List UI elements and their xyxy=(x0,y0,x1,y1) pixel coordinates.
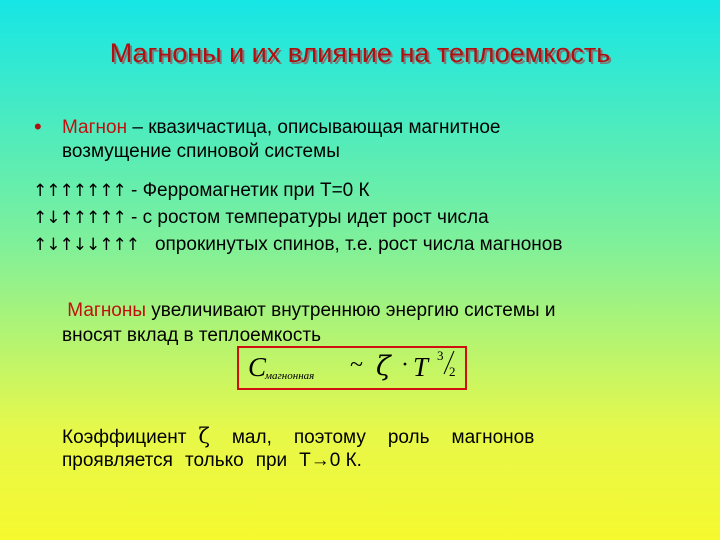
paragraph-magnons-line-2: вносят вклад в теплоемкость xyxy=(62,325,321,346)
spin-arrows: ↑↓↑↓↓↑↑↑ xyxy=(33,235,139,255)
word: магнонов xyxy=(451,427,535,448)
term-magnon: Магнон xyxy=(62,117,128,138)
word: Коэффициент xyxy=(62,427,187,448)
spin-row-temperature xyxy=(33,206,489,230)
formula-t: T xyxy=(413,352,429,382)
word: проявляется xyxy=(62,450,173,471)
paragraph-coefficient-line-2 xyxy=(62,449,362,473)
word: поэтому xyxy=(293,427,366,448)
bullet-dot: • xyxy=(34,114,42,139)
exponent-denominator: 2 xyxy=(449,364,456,379)
slide-title: Магноны и их влияние на теплоемкость xyxy=(109,38,611,68)
zeta-symbol: ζ xyxy=(198,424,210,448)
exponent-numerator: 3 xyxy=(437,348,444,363)
word: только xyxy=(184,450,244,471)
formula-exponent xyxy=(436,348,462,380)
definition-text: – квазичастица, описывающая магнитное xyxy=(127,117,501,138)
spin-row-text: - Ферромагнетик при Т=0 К xyxy=(125,180,370,201)
spin-row-text: - с ростом температуры идет рост числа xyxy=(125,207,489,228)
formula-box xyxy=(237,346,467,390)
formula-zeta: ζ xyxy=(376,351,391,382)
paragraph-magnons-line-1 xyxy=(62,299,555,323)
word: Т→0 К. xyxy=(299,450,362,471)
word: при xyxy=(255,450,288,471)
spin-arrows: ↑↓↑↑↑↑↑ xyxy=(33,208,126,228)
bullet-line-2: возмущение спиновой системы xyxy=(62,141,340,162)
word: роль xyxy=(387,427,430,448)
spin-row-ferromagnet xyxy=(33,179,370,203)
formula-subscript: магнонная xyxy=(265,370,315,382)
spin-row-text: опрокинутых спинов, т.е. рост числа магнонов xyxy=(154,234,563,255)
paragraph-text: увеличивают внутреннюю энергию системы и xyxy=(146,300,556,321)
term-magnons: Магноны xyxy=(67,300,147,321)
formula-dot: · xyxy=(401,352,409,378)
word: мал, xyxy=(231,427,272,448)
bullet-line-1 xyxy=(62,116,500,140)
paragraph-coefficient-line-1 xyxy=(62,424,534,450)
spin-arrows: ↑↑↑↑↑↑↑ xyxy=(33,181,126,201)
formula-tilde: ~ xyxy=(350,352,363,378)
spin-row-flipped xyxy=(33,233,562,257)
formula-c: C xyxy=(248,352,267,382)
